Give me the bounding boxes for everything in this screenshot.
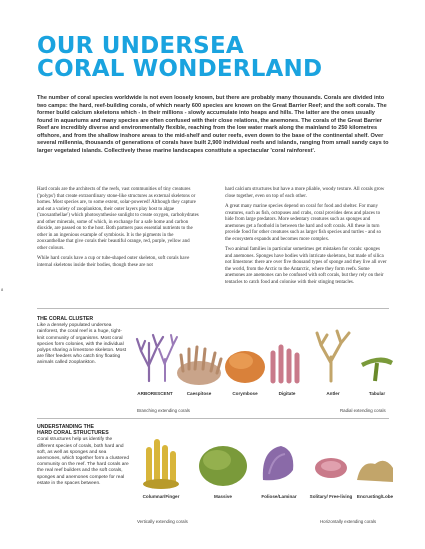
coral-label-massive: Massive [214, 494, 232, 499]
title-line-1: OUR UNDERSEA [37, 33, 244, 59]
coral-illustration-row-1 [135, 303, 395, 403]
caespitose-coral-icon [177, 347, 221, 385]
page-edge-mark: 8 [1, 287, 4, 292]
coral-label-arborescent: Arborescent [137, 391, 173, 396]
coral-label-digitate: Digitate [278, 391, 296, 396]
body-paragraph: Hard corals are the architects of the reefs, vast communities of tiny creatures ('polyps') that create extraordinary stone-like structures as external skeletons or homes. Most species are, to some extent, solar-powered! Although they capture and eat a variety of zooplankton, their outer layers play host to algae ('zooxanthellae') which photosynthesise sunlight to create oxygen, carbohydrates and other minerals, some of which, in exchange for a safe home and carbon dioxide, are passed on to the host. Both partners pass essential nutrients to the other in an ingenious example of symbiosis. It is the pigments in the zooxanthellae that give corals their beautiful orange, red, purple, yellow and other colours. [37, 187, 199, 251]
sidebar-heading [37, 424, 129, 436]
sidebar-heading-line-2: HARD CORAL STRUCTURES [37, 430, 109, 437]
solitary-coral-icon [315, 458, 347, 478]
sidebar-text: Coral structures help us identify the different species of corals, both hard and soft, as well as sponges and sea anemones, which together form a clustered community on the reef. The hard corals are the real reef builders and the soft corals, sponges and anemones compete for real estate in the spaces between. [37, 437, 129, 486]
coral-label-antler: Antler [326, 391, 340, 396]
title-line-2: CORAL WONDERLAND [37, 56, 323, 82]
caption-radial: Radial extending corals [340, 408, 386, 413]
page-title [37, 35, 397, 81]
sidebar-hard-coral-structures [37, 424, 129, 487]
sidebar-coral-cluster [37, 316, 129, 367]
coral-label-corymbose: Corymbose [232, 391, 258, 396]
coral-label-solitary: Solitary/ Free-living [309, 494, 353, 499]
coral-label-foliose: Foliose/Laminar [261, 494, 297, 499]
coral-illustration-row-2 [135, 410, 395, 515]
antler-coral-icon [317, 331, 349, 381]
coral-label-tabular: Tabular [368, 391, 386, 396]
body-paragraph: Two animal families in particular sometimes get mistaken for corals: sponges and anemones. Sponges have bodies with intricate skeletons, but made of silica not limestone: there are over five thousand types of sponge and they live all over the world, from the Arctic to the Antarctic, where they form reefs. Some anemones are anemones can be confused with soft corals, but they rely on their tentacles to catch food and colonise with their stinging tentacles. [225, 247, 387, 285]
body-paragraph: While hard corals have a cup or tube-shaped outer skeleton, soft corals have internal skeletons inside their bodies, though these are not [37, 256, 190, 268]
columnar-coral-icon [143, 442, 179, 489]
digitate-coral-icon [273, 347, 297, 381]
tabular-coral-icon [361, 357, 393, 381]
coral-label-columnar: Columnar/Finger [142, 494, 180, 499]
caption-branching: Branching extending corals [137, 408, 190, 413]
encrusting-coral-icon [357, 461, 393, 482]
sidebar-heading: THE CORAL CLUSTER [37, 316, 94, 322]
coral-label-encrusting: Encrusting/Lobe [356, 494, 394, 499]
caption-horizontal: Horizontally extending corals [320, 519, 377, 524]
corymbose-coral-icon [225, 351, 265, 383]
sidebar-text: Like a densely populated undersea rainforest, the coral reef is a huge, tight-knit community of organisms. Most coral species form colonies, with the individual polyps sharing a limestone skeleton. Most are filter feeders who catch tiny floating animals called zooplankton. [37, 323, 127, 366]
caption-vertical: Vertically extending corals [137, 519, 188, 524]
foliose-coral-icon [263, 446, 293, 480]
body-paragraph: hard calcium structures but have a more pliable, woody texture. All corals grow close together, even on top of each other. [225, 187, 385, 199]
coral-label-caespitose: Caespitose [186, 391, 212, 396]
body-paragraph: A great many marine species depend on coral for food and shelter. For many creatures, such as fish, octopuses and crabs, coral provides dens and places to hide from large predators. More sedentary creatures such as sponges and anemones get a foothold in between the hard and soft corals. All these in turn provide food for other creatures such as larger fish species and turtles - and so the ecosystem expands and becomes more complex. [225, 204, 381, 242]
arborescent-coral-icon [137, 335, 177, 381]
intro-paragraph: The number of coral species worldwide is not even loosely known, but there are probably many thousands. Corals are divided into two camps: the hard, reef-building corals, of which nearly 600 species are known on the Great Barrier Reef; and the soft corals. The former build calcium skeletons which - in their millions - slowly accumulate into heaps and hills. The latter are the ones usually found in aquariums and many species are often confused with their close relations, the anemones. The corals of the Great Barrier Reef are incredibly diverse and environmentally flexible, reaching from the low water mark along the mainland to 250 kilometres offshore, and from the shallow inshore areas to the mid-shelf and outer reefs, even down to the base of the continental shelf. Over several millennia, thousands of generations of corals have built 2,900 individual reefs and islands, ranging from small sandy cays to larger vegetated islands. Collectively these marine landscapes constitute a spectacular 'coral rainforest'. [37, 95, 389, 154]
body-column-left [37, 187, 200, 273]
massive-coral-icon [199, 446, 247, 486]
body-column-right [225, 187, 388, 290]
sidebar-heading-line-1: UNDERSTANDING THE [37, 424, 94, 430]
